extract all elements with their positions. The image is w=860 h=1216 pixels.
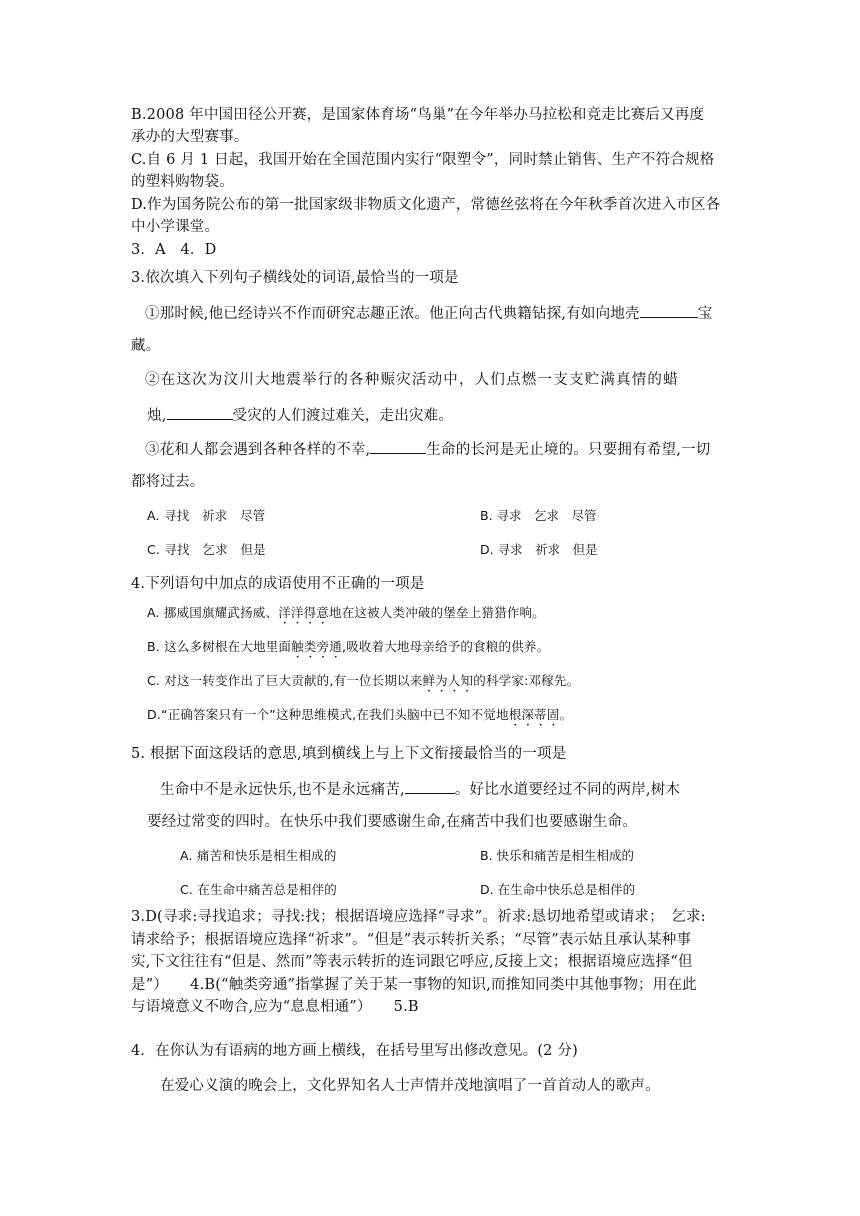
option-text: ,吸收着大地母亲给予的食粮的供养。: [341, 639, 550, 654]
option-d-line-2: 中小学课堂。: [131, 219, 220, 235]
option-text: 地在这被人类冲破的堡垒上猎猎作响。: [329, 605, 545, 620]
option-c-line-2: 的塑料购物袋。: [131, 174, 234, 190]
sentence-text: 受灾的人们渡过难关，走出灾难。: [232, 408, 454, 424]
question-4-option-d: [147, 705, 572, 729]
question-5-option-b: B. 快乐和痛苦是相生相成的: [480, 848, 635, 863]
option-c-line-1: C.自 6 月 1 日起，我国开始在全国范围内实行“限塑令”，同时禁止销售、生产不符合规格: [131, 152, 715, 168]
question-4-option-b: [147, 637, 549, 661]
question-4-title: 4.下列语句中加点的成语使用不正确的一项是: [131, 576, 425, 592]
sentence-text: 生命的长河是无止境的。只要拥有希望,一切: [426, 442, 711, 458]
question-4b-title: 4．在你认为有语病的地方画上横线，在括号里写出修改意见。(2 分): [131, 1043, 578, 1059]
question-3-sentence-1: [145, 302, 712, 324]
option-text: 的科学家:邓稼先。: [473, 673, 580, 688]
answer-3-4: 3．A 4．D: [131, 242, 217, 258]
option-text: A. 挪威国旗耀武扬威、: [147, 605, 279, 620]
question-5-option-c: C. 在生命中痛苦总是相伴的: [180, 882, 337, 897]
question-5-title: 5. 根据下面这段话的意思,填到横线上与上下文衔接最恰当的一项是: [131, 746, 567, 762]
option-text: B. 这么多树根在大地里面: [147, 639, 292, 654]
fill-blank: [405, 778, 455, 794]
option-text: D.“正确答案只有一个”这种思维模式,在我们头脑中已不知不觉地: [147, 707, 509, 722]
question-3-sentence-2: ②在这次为汶川大地震举行的各种赈灾活动中，人们点燃一支支贮满真情的蜡: [145, 372, 679, 388]
question-3-option-d: D. 寻求 祈求 但是: [480, 542, 598, 557]
question-3-option-a: A. 寻找 祈求 尽管: [147, 508, 266, 523]
explanation-line-3: 实,下文往往有“但是、然而”等表示转折的连词跟它呼应,反接上文；根据语境应选择“但: [131, 954, 693, 970]
explanation-line-1: 3.D(寻求:寻找追求；寻找:找；根据语境应选择“寻求”。祈求:恳切地希望或请求； 乞求:: [131, 909, 706, 925]
question-5-option-d: D. 在生命中快乐总是相伴的: [480, 882, 636, 897]
dotted-idiom: 根深蒂固: [508, 707, 560, 722]
question-3-option-b: B. 寻求 乞求 尽管: [480, 508, 597, 523]
sentence-text: ①那时候,他已经诗兴不作而研究志趣正浓。他正向古代典籍钻探,有如向地壳: [145, 306, 640, 322]
option-b-line-2: 承办的大型赛事。: [131, 129, 249, 145]
explanation-line-2: 请求给予；根据语境应选择“祈求”。“但是”表示转折关系；“尽管”表示姑且承认某种事: [131, 932, 692, 948]
sentence-text: ③花和人都会遇到各种各样的不幸,: [145, 442, 371, 458]
dotted-idiom: 触类旁通: [291, 639, 342, 654]
option-text: 。: [559, 707, 573, 722]
question-4b-sentence: 在爱心义演的晚会上，文化界知名人士声情并茂地演唱了一首首动人的歌声。: [160, 1078, 660, 1094]
fill-blank: [640, 302, 698, 318]
question-3-title: 3.依次填入下列句子横线处的词语,最恰当的一项是: [131, 270, 459, 286]
explanation-line-4: 是”） 4.B(“触类旁通”指掌握了关于某一事物的知识,而推知同类中其他事物；用在此: [131, 977, 697, 993]
dotted-idiom: 鲜为人知: [422, 673, 474, 688]
option-d-line-1: D.作为国务院公布的第一批国家级非物质文化遗产，常德丝弦将在今年秋季首次进入市区各: [131, 197, 721, 213]
question-4-option-a: [147, 603, 545, 627]
question-5-passage-line-1: [160, 778, 680, 800]
question-3-option-c: C. 寻找 乞求 但是: [147, 542, 266, 557]
explanation-line-5: 与语境意义不吻合,应为“息息相通”） 5.B: [131, 999, 419, 1015]
option-text: C. 对这一转变作出了巨大贡献的,有一位长期以来: [147, 673, 423, 688]
fill-blank: [167, 404, 233, 420]
sentence-text: 烛,: [147, 408, 167, 424]
sentence-text: 宝: [697, 306, 713, 322]
passage-text: 。好比水道要经过不同的两岸,树木: [454, 782, 681, 798]
question-3-sentence-3-cont: 都将过去。: [131, 474, 205, 490]
question-3-sentence-3: [145, 438, 710, 460]
passage-text: 生命中不是永远快乐,也不是永远痛苦,: [160, 782, 405, 798]
option-b-line-1: B.2008 年中国田径公开赛，是国家体育场“鸟巢”在今年举办马拉松和竞走比赛后又再度: [131, 107, 705, 123]
question-5-option-a: A. 痛苦和快乐是相生相成的: [180, 848, 337, 863]
question-3-sentence-2-cont: [147, 404, 453, 426]
question-3-sentence-1-cont: 藏。: [131, 338, 161, 354]
question-4-option-c: [147, 671, 579, 695]
fill-blank: [370, 438, 426, 454]
question-5-passage-line-2: 要经过常变的四时。在快乐中我们要感谢生命,在痛苦中我们也要感谢生命。: [147, 814, 637, 830]
dotted-idiom: 洋洋得意: [278, 605, 329, 620]
